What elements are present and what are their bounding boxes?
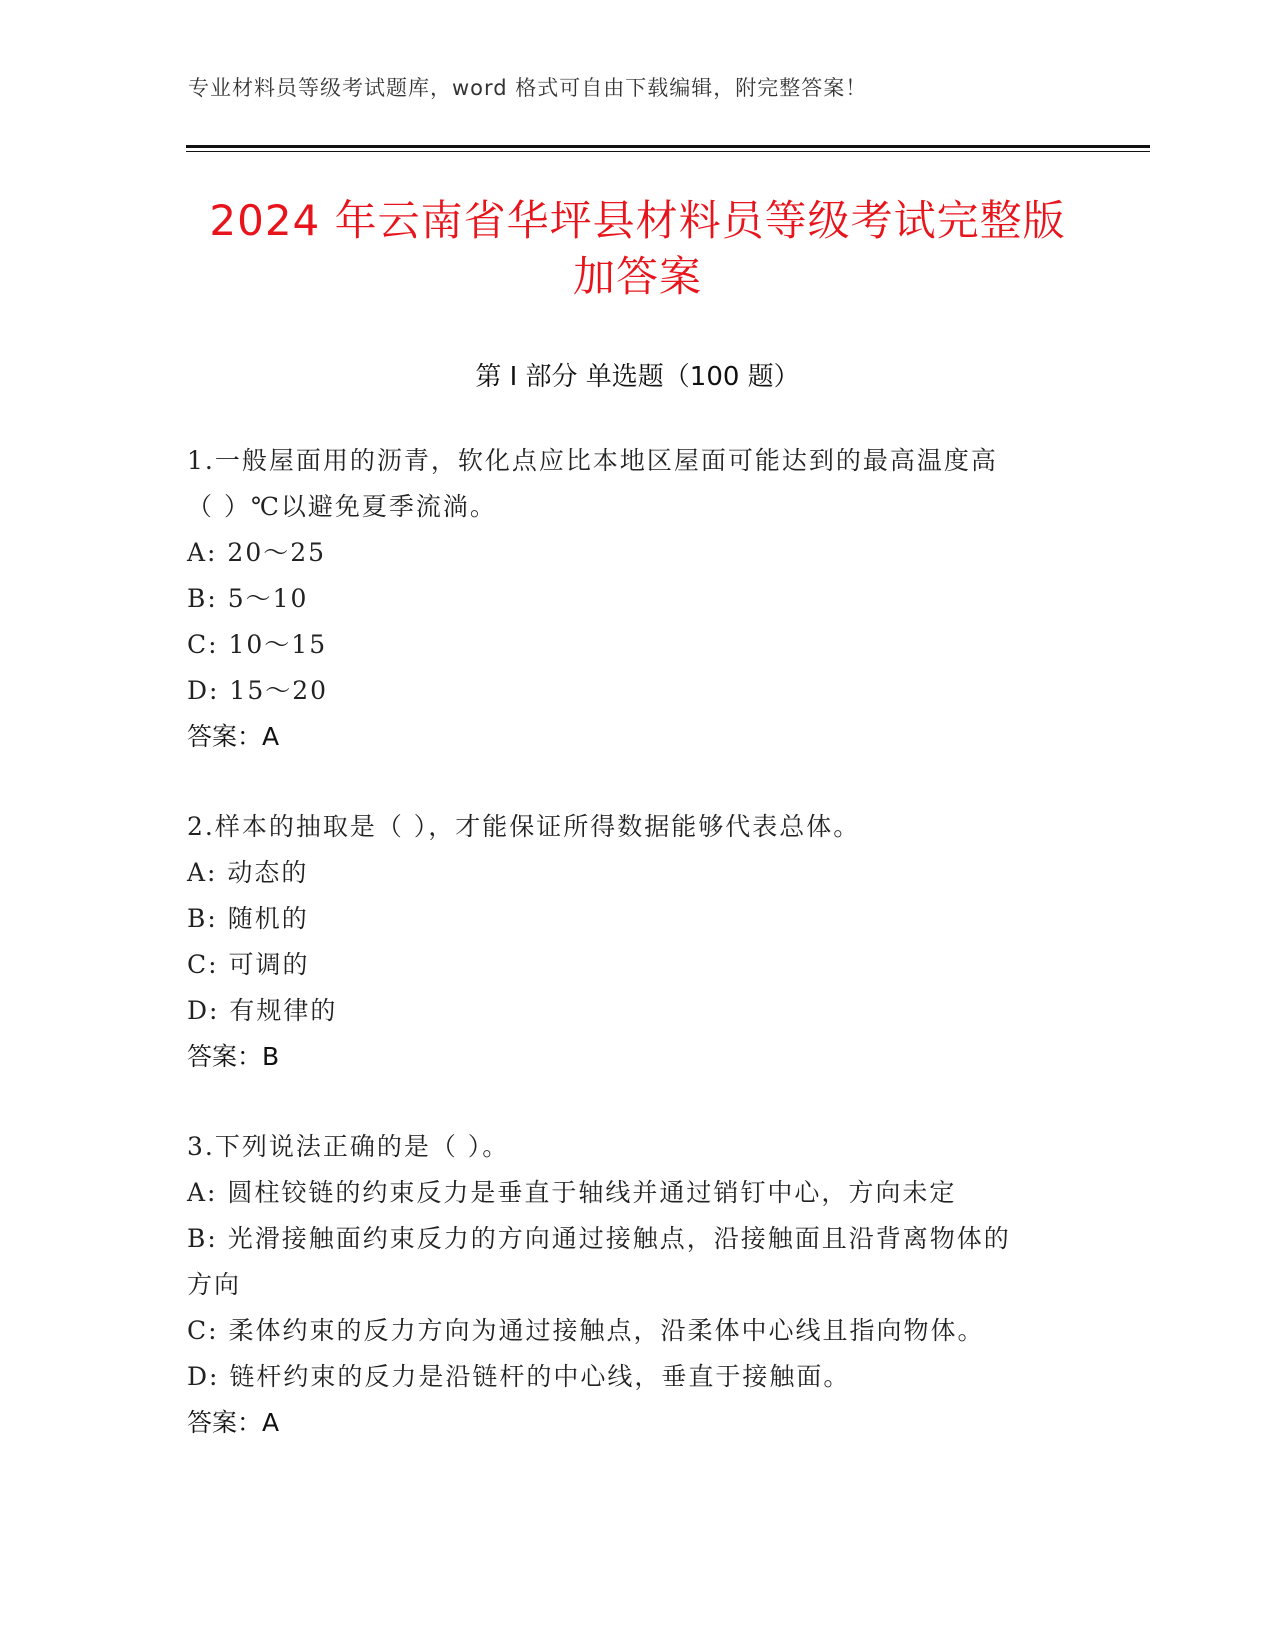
option-b: B: 光滑接触面约束反力的方向通过接触点，沿接触面且沿背离物体的 [187, 1224, 1011, 1253]
option-d: D: 有规律的 [187, 996, 338, 1025]
header-note: 专业材料员等级考试题库，word 格式可自由下载编辑，附完整答案！ [188, 76, 868, 100]
option-c: C: 柔体约束的反力方向为通过接触点，沿柔体中心线且指向物体。 [187, 1316, 985, 1345]
header-rule-thick [186, 145, 1150, 148]
question-2 [187, 804, 1087, 1080]
option-d: D: 15～20 [187, 676, 329, 705]
option-a: A: 20～25 [187, 538, 327, 567]
option-c: C: 10～15 [187, 630, 328, 659]
question-stem: 1.一般屋面用的沥青，软化点应比本地区屋面可能达到的最高温度高 [187, 446, 998, 475]
question-stem-continued: （ ）℃以避免夏季流淌。 [187, 492, 497, 521]
option-b: B: 随机的 [187, 904, 309, 933]
option-c: C: 可调的 [187, 950, 310, 979]
answer: 答案：B [187, 1042, 280, 1071]
title-line-2: 加答案 [572, 252, 702, 301]
question-1 [187, 438, 1087, 760]
question-stem: 3.下列说法正确的是（ ）。 [187, 1132, 510, 1161]
title-line-1: 2024 年云南省华坪县材料员等级考试完整版 [209, 196, 1066, 245]
option-a: A: 圆柱铰链的约束反力是垂直于轴线并通过销钉中心，方向未定 [187, 1178, 957, 1207]
question-list [187, 438, 1087, 1490]
answer: 答案：A [187, 722, 280, 751]
question-3 [187, 1124, 1087, 1446]
option-b: B: 5～10 [187, 584, 309, 613]
option-d: D: 链杆约束的反力是沿链杆的中心线，垂直于接触面。 [187, 1362, 851, 1391]
header-rule-thin [186, 151, 1150, 152]
option-a: A: 动态的 [187, 858, 309, 887]
answer: 答案：A [187, 1408, 280, 1437]
option-b-continued: 方向 [187, 1270, 242, 1299]
question-stem: 2.样本的抽取是（ ），才能保证所得数据能够代表总体。 [187, 812, 861, 841]
section-title: 第 I 部分 单选题（100 题） [475, 362, 800, 392]
document-title [160, 193, 1115, 305]
